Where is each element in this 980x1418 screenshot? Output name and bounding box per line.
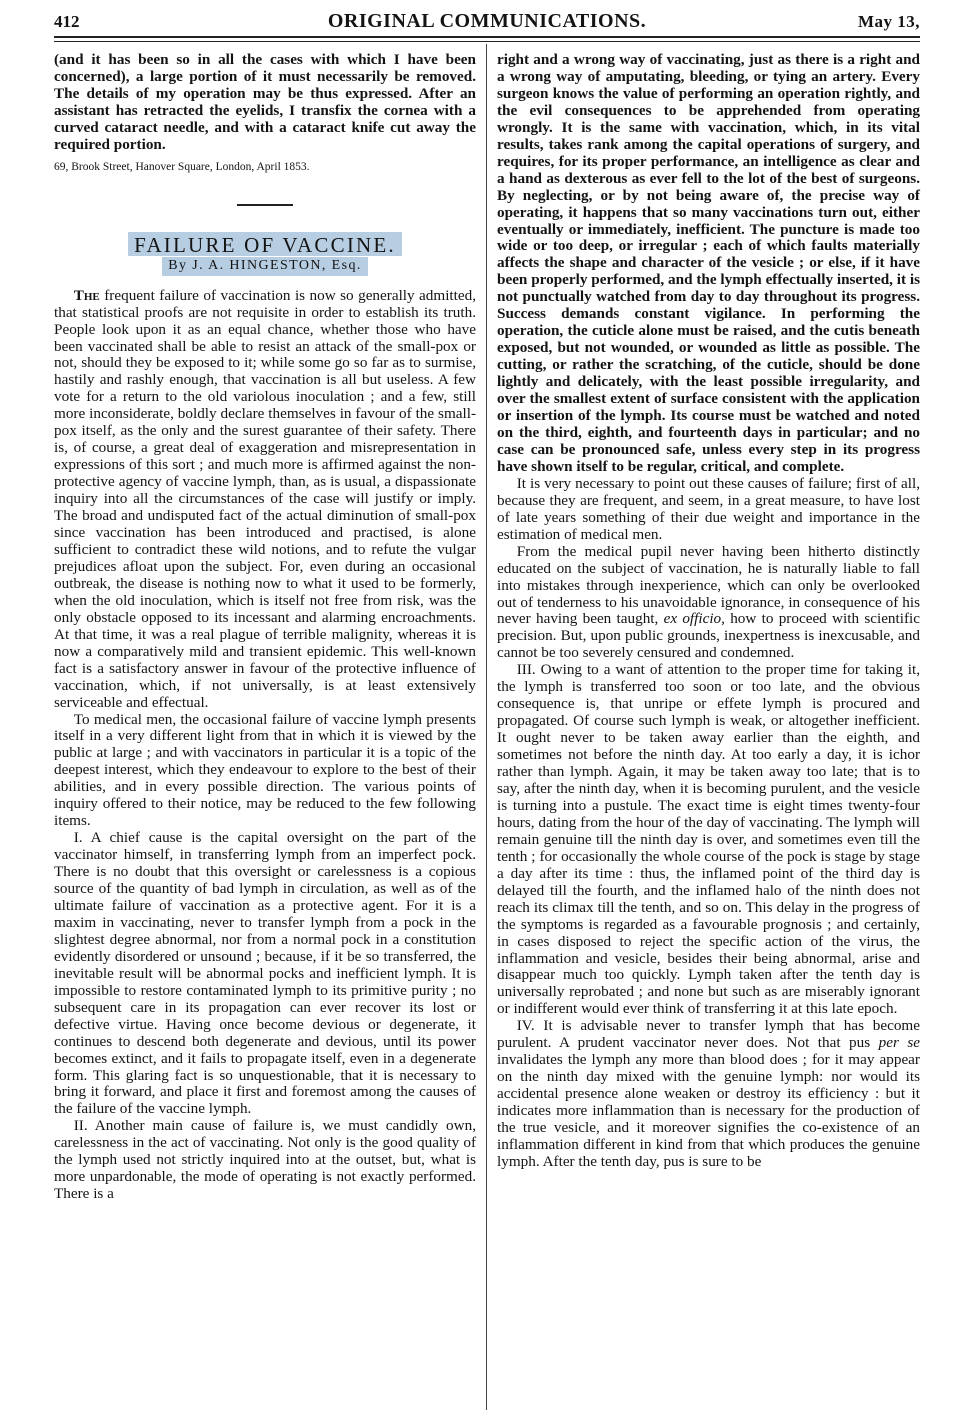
cause-1-numeral: I. — [73, 829, 83, 847]
left-column — [54, 52, 476, 1203]
page-number: 412 — [54, 12, 80, 31]
cause-3-text: Owing to a want of attention to the proper time for taking it, the lymph is transferred too soon or too late, and the obvious consequence is, that unripe or effete lymph is procured and propagated. Of course such lymph is weak, or altogether inefficient. It ought never to be taken away earlier than the eighth, and sometimes not before the ninth day. At too early a day, it is ichor rather than lymph. Again, it may be taken away too late; that is to say, after the ninth day, when it is becoming purulent, and the vesicle is turning into a pustule. The exact time is eight times twenty-four hours, dating from the hour of the day of vaccinating. The lymph will remain genuine till the ninth day is over, and sometimes even till the tenth ; for occasionally the whole course of the pock is stage by stage a day after its time : thus, the inflamed point of the third day is delayed till the fourth, and the inflamed halo of the ninth does not reach its climax till the tenth, and so on. This delay in the progress of the symptoms is regarded as a favourable prognosis ; and certainly, in cases disposed to reject the specific action of the virus, the inflammation and vesicle, besides their being abnormal, arise and disappear much too quickly. Lymph taken after the tenth day is universally reprobated ; and none but such as are miserably ignorant or indifferent would ever think of transferring it at this late epoch. — [497, 661, 920, 1018]
cause-3-numeral: III. — [516, 661, 536, 679]
article-title: FAILURE OF VACCINE. — [128, 232, 402, 256]
paragraph-medical-men: To medical men, the occasional failure of vaccine lymph presents itself in a very different light from that in which it is viewed by the public at large ; and with vaccinators in particular it is a topic of the deepest interest, which they endeavour to explore to the best of their abilities, and in every possible direction. The various points of inquiry offered to their notice, may be reduced to the few following items. — [54, 710, 476, 830]
issue-date: May 13, — [857, 12, 920, 31]
article-separator — [237, 204, 293, 206]
paragraph-medical-pupil — [497, 544, 920, 663]
running-head: ORIGINAL COMMUNICATIONS. — [327, 10, 647, 32]
pupil-text-b: , how to proceed with scientific precision. But, upon public grounds, inexpertness is inexcusable, and cannot be too severely censured and condemned. — [497, 610, 920, 662]
cause-1-text: A chief cause is the capital oversight on the part of the vaccinator himself, in transferring lymph from an imperfect pock. There is no doubt that this oversight or carelessness is a copious source of the quantity of bad lymph in circulation, as well as of the ultimate failure of vaccination as a protective agent. For it is a maxim in vaccinating, never to transfer lymph from a pock in the slightest degree abnormal, nor from a normal pock in a constitution evidently disordered or unsound ; because, if it be so transferred, the inevitable result will be abnormal pocks and inefficient lymph. It is impossible to restore contaminated lymph to its primitive purity ; no subsequent care in its propagation can ever recover its lost or defective virtue. Having once become devious or degenerate, it continues to descend both degenerate and devious, until its power becomes extinct, and it fails to propagate itself, even in a degenerate form. This glaring fact is so unquestionable, that it is necessary to bring it forward, and place it first and foremost among the causes of the failure of the vaccine lymph. — [54, 829, 476, 1118]
column-divider — [486, 44, 487, 1410]
article-byline: By J. A. HINGESTON, Esq. — [162, 257, 368, 276]
pupil-text-a: From the medical pupil never having been hitherto distinctly educated on the subject of vaccination, he is naturally liable to fall into mistakes through inexperience, which can only be overlooked out of tenderness to his unavoidable ignorance, in consequence of his never having been taught, — [497, 542, 920, 628]
latin-phrase-ex-officio: ex officio — [663, 610, 722, 628]
cause-2-text: Another main cause of failure is, we must candidly own, carelessness in the act of vaccinating. Not only is the good quality of the lymph used not strictly inquired into at the outset, but, what is more unpardonable, the mode of operating is not exactly performed. There is a — [54, 1117, 476, 1203]
cause-3-paragraph — [497, 662, 920, 1018]
paragraph-causes: It is very necessary to point out these causes of failure; first of all, because they are frequent, and seem, in a great measure, to have lost of late years something of their due weight and importance in the estimation of medical men. — [497, 474, 920, 543]
cause-4-text-a: It is advisable never to transfer lymph that has become purulent. A prudent vaccinator never does. Not that pus — [497, 1017, 920, 1052]
latin-phrase-per-se: per se — [878, 1034, 920, 1052]
continued-paragraph: (and it has been so in all the cases with which I have been concerned), a large portion of it must necessarily be removed. The details of my operation may be thus expressed. After an assistant has retracted the eyelids, I transfix the cornea with a curved cataract needle, and with a cataract knife cut away the required portion. — [54, 51, 476, 153]
cause-1-paragraph — [54, 830, 476, 1118]
header-rule-thick — [54, 36, 920, 38]
intro-lead-word: The — [73, 286, 100, 304]
intro-text: frequent failure of vaccination is now so generally admitted, that statistical proofs are not requisite in order to establish its truth. People look upon it as an equal chance, whether those who have been vaccinated shall be able to resist an attack of the small-pox or not, should they be exposed to it; while some go so far as to surmise, hastily and rashly enough, that vaccination is all but useless. A few vote for a return to the old variolous inoculation ; and a few, still more inconsiderate, boldly declare themselves in favour of the small-pox itself, as the only and the surest guarantee of their safety. There is, of course, a great deal of exaggeration and misrepresentation in expressions of this sort ; and much more is affirmed against the non-protective agency of vaccine lymph, than, as is usual, a dispassionate inquiry into all the circumstances of the case will justify or imply. The broad and undisputed fact of the actual diminution of small-pox since vaccination has been introduced and practised, is alone sufficient to contradict these wild notions, and to refute the vulgar prejudices afloat upon the subject. For, even during an occasional outbreak, the disease is nothing now to what it used to be formerly, when the old inoculation, which is itself not free from risk, was the only obstacle opposed to its incessant and alarming encroachments. At that time, it was a real plague of terrible malignity, whereas it is now a comparatively mild and transient epidemic. This well-known fact is a satisfactory answer in favour of the protective influence of vaccination, which, if not universally, is at least extensively serviceable and effectual. — [54, 286, 476, 711]
author-address: 69, Brook Street, Hanover Square, London, April 1853. — [54, 160, 310, 173]
intro-paragraph — [54, 288, 476, 712]
cause-2-numeral: II. — [73, 1117, 88, 1135]
article-heading — [54, 232, 476, 276]
cause-2-paragraph — [54, 1118, 476, 1203]
header-rule-thin — [54, 41, 920, 42]
cause-4-text-b: invalidates the lymph any more than blood does ; for it may appear on the ninth day mixed with the genuine lymph: nor would its accidental presence alone weaken or destroy its efficiency : but it indicates more inflammation than is necessary for the production of the true vesicle, and it moreover signifies the co-existence of an inflammation different in kind from that which produces the genuine lymph. After the tenth day, pus is sure to be — [497, 1051, 920, 1170]
cause-4-paragraph — [497, 1018, 920, 1171]
cause-4-numeral: IV. — [516, 1017, 535, 1035]
page-header — [54, 6, 920, 32]
continued-paragraph-right: right and a wrong way of vaccinating, just as there is a right and a wrong way of amputating, bleeding, or tying an artery. Every surgeon knows the value of performing an operation rightly, and the evil consequences to be apprehended from operating wrongly. It is the same with vaccination, which, in its vital results, takes rank among the capital operations of surgery, and requires, for its proper performance, an intelligence as clear and a hand as dexterous as ever fell to the lot of the best of surgeons. By neglecting, or by not being aware of, the precise way of operating, it happens that so many vaccinations turn out, either eventually or immediately, inefficient. The puncture is made too wide or too deep, or irregular ; each of which faults materially affects the shape and character of the vesicle ; or else, if it have been properly performed, and the lymph effectually inserted, it is not punctually watched from day to day throughout its progress. Success demands constant vigilance. In performing the operation, the cuticle alone must be raised, and the cutis beneath exposed, but not wounded, or wounded as little as possible. The cutting, or rather the scratching, of the cuticle, should be done lightly and delicately, with the least possible irregularity, and over the smallest extent of surface consistent with the application or insertion of the lymph. Its course must be watched and noted on the third, eighth, and fourteenth days in particular; and no case can be pronounced safe, unless every step in its progress have shown itself to be regular, critical, and complete. — [497, 51, 920, 475]
right-column — [497, 52, 920, 1171]
